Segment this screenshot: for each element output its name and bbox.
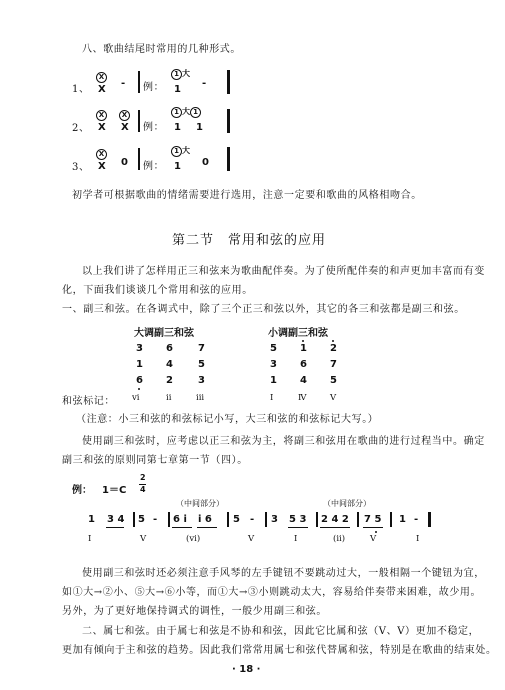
table-cell: 2 — [166, 375, 173, 386]
note: 1 — [88, 514, 95, 525]
example-bottom: 1 — [174, 161, 181, 172]
example-label: 例： — [72, 485, 92, 496]
example-bottom: 1 — [174, 122, 181, 133]
advice-text: 初学者可根据歌曲的情绪需要进行选用，注意一定要和歌曲的风格相吻合。 — [72, 190, 422, 201]
chord-mark: V — [370, 534, 377, 544]
bass-paragraph-line-2: 如①大→②小、⑤大→⑥小等，而①大→③小则跳动太大，容易给伴奏带来困难，故少用。 — [62, 587, 482, 598]
chord-mark: V — [330, 393, 337, 403]
circled-one-icon: 1 $^大$ 1 — [171, 106, 201, 118]
ending-label: 3、 — [72, 162, 90, 173]
barline — [138, 148, 140, 170]
ending-dash: - — [121, 78, 126, 89]
note: 5 — [138, 514, 145, 525]
example-label: 例： — [143, 82, 165, 93]
final-barline — [227, 147, 230, 171]
minor-table-title: 小调副三和弦 — [268, 328, 328, 339]
chord-mark: (vi) — [186, 534, 201, 544]
chord-mark: Ⅳ — [298, 393, 307, 403]
note: 7 5 — [364, 514, 382, 525]
chord-mark: I — [88, 534, 92, 544]
chord-mark: V — [140, 534, 147, 544]
item-two-line-1: 二、属七和弦。由于属七和弦是不协和和弦，因此它比属和弦（V、V）更加不稳定， — [82, 626, 480, 637]
ending-bottom: X — [98, 84, 106, 95]
usage-line-2: 副三和弦的原则同第七章第一节（四）。 — [62, 455, 248, 466]
table-cell: 1 — [270, 375, 277, 386]
chord-mark: ii — [166, 393, 172, 403]
example-rest: 0 — [202, 157, 209, 168]
bass-paragraph-line-1: 使用副三和弦时还必须注意手风琴的左手键钮不要跳动过大，一般相隔一个键钮为宜， — [82, 568, 485, 579]
time-sig-top: 2 — [140, 473, 146, 482]
beam — [320, 527, 350, 528]
table-cell: 1 — [136, 359, 143, 370]
chord-mark-label: 和弦标记： — [62, 396, 115, 407]
barline — [168, 512, 170, 527]
table-cell: 2 — [330, 343, 337, 354]
circled-x-icon: X — [96, 71, 107, 83]
note: 5 — [233, 514, 240, 525]
table-cell: 3 — [136, 343, 143, 354]
table-cell: 3 — [270, 359, 277, 370]
table-cell: 5 — [198, 359, 205, 370]
table-cell: 6 — [166, 343, 173, 354]
intro-line-2: 化，下面我们谈谈几个常用和弦的应用。 — [62, 285, 253, 296]
circled-one-icon: 1 $^大$ — [171, 68, 190, 80]
barline — [390, 512, 392, 527]
barline — [227, 512, 229, 527]
final-barline — [227, 70, 230, 94]
table-cell: 4 — [166, 359, 173, 370]
example-bottom: 1 — [196, 122, 203, 133]
barline — [138, 71, 140, 93]
chord-mark: vi — [132, 393, 140, 403]
barline — [357, 512, 359, 527]
section-title: 第二节 常用和弦的应用 — [172, 233, 327, 248]
table-cell: 5 — [330, 375, 337, 386]
barline — [265, 512, 267, 527]
low-octave-dot — [375, 531, 377, 533]
ending-rest: 0 — [121, 157, 128, 168]
note: 2 4 2 — [321, 514, 349, 525]
bass-paragraph-line-3: 另外，为了更好地保持调式的调性，一般少用副三和弦。 — [62, 606, 327, 617]
circled-x-icon: X — [96, 109, 107, 121]
final-barline — [227, 109, 230, 133]
high-octave-dot — [332, 340, 334, 342]
barline — [138, 110, 140, 132]
page-number: · 18 · — [232, 664, 261, 675]
ending-bottom: X — [121, 122, 129, 133]
usage-line-1: 使用副三和弦时，应考虑以正三和弦为主，将副三和弦用在歌曲的进行过程当中。确定 — [82, 436, 485, 447]
circled-x-icon: X — [96, 148, 107, 160]
note: - — [153, 514, 158, 525]
table-cell: 3 — [198, 375, 205, 386]
chord-mark: V — [248, 534, 255, 544]
ending-bottom: X — [98, 122, 106, 133]
major-table-title: 大调副三和弦 — [134, 328, 194, 339]
note: 3 — [271, 514, 278, 525]
low-octave-dot — [138, 388, 140, 390]
circled-one-icon: 1 $^大$ — [171, 145, 190, 157]
table-cell: 7 — [330, 359, 337, 370]
high-octave-dot — [302, 340, 304, 342]
barline — [133, 512, 135, 527]
table-cell: 4 — [300, 375, 307, 386]
chord-mark: I — [270, 393, 274, 403]
table-cell: 6 — [136, 375, 143, 386]
chord-mark: (ii) — [333, 534, 346, 544]
note: - — [414, 514, 419, 525]
beam — [288, 527, 308, 528]
table-cell: 1 — [300, 343, 307, 354]
section-heading: 八、歌曲结尾时常用的几种形式。 — [82, 44, 241, 55]
item-two-line-2: 更加有倾向于主和弦的趋势。因此我们常常用属七和弦代替属和弦，特别是在歌曲的结束处。 — [62, 645, 497, 656]
barline — [316, 512, 318, 527]
beam — [363, 527, 383, 528]
note: 1 — [399, 514, 406, 525]
note: 5 3 — [289, 514, 307, 525]
ending-label: 1、 — [72, 84, 90, 95]
table-cell: 5 — [270, 343, 277, 354]
circled-x-icon: X — [119, 109, 130, 121]
table-cell: 7 — [198, 343, 205, 354]
beam — [172, 527, 192, 528]
example-bottom: 1 — [174, 84, 181, 95]
note: i 6 — [198, 514, 212, 525]
note: 3 4 — [107, 514, 125, 525]
table-cell: 6 — [300, 359, 307, 370]
example-dash: - — [202, 78, 207, 89]
chord-mark: iii — [196, 393, 205, 403]
final-barline — [428, 512, 431, 527]
intro-line-1: 以上我们讲了怎样用正三和弦来为歌曲配伴奏。为了使所配伴奏的和声更加丰富而有变 — [82, 266, 485, 277]
example-label: 例： — [143, 161, 165, 172]
item-one: 一、副三和弦。在各调式中，除了三个正三和弦以外，其它的各三和弦都是副三和弦。 — [62, 304, 465, 315]
beam — [197, 527, 217, 528]
middle-part-label: （中间部分） — [176, 499, 224, 508]
ending-label: 2、 — [72, 123, 90, 134]
example-label: 例： — [143, 122, 165, 133]
middle-part-label: （中间部分） — [323, 499, 371, 508]
note-text: （注意：小三和弦的和弦标记小写，大三和弦的和弦标记大写。） — [76, 414, 379, 425]
beam — [106, 527, 124, 528]
note: 6 i — [173, 514, 187, 525]
chord-mark: I — [294, 534, 298, 544]
time-sig-bottom: 4 — [140, 485, 146, 494]
ending-bottom: X — [98, 161, 106, 172]
note: - — [250, 514, 255, 525]
chord-mark: I — [416, 534, 420, 544]
key-signature: 1＝C — [102, 485, 127, 496]
